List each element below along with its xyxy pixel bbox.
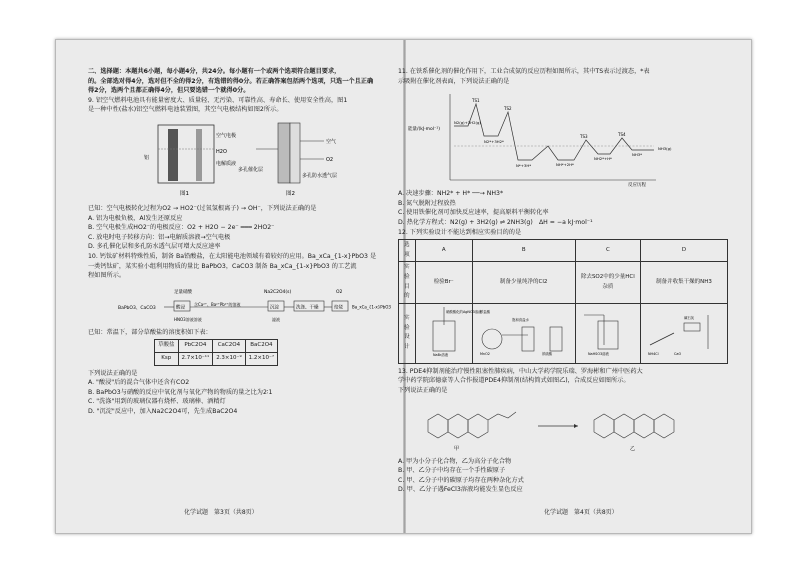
right-page: [398, 67, 728, 495]
q12-purpose-d: 制备并收集干燥的NH3: [640, 262, 727, 303]
fig1-label-air-electrode: 空气电极: [216, 132, 237, 139]
q13-option-a: A. 甲为小分子化合物，乙为高分子化合物: [398, 457, 512, 465]
q11-option-d: D. 热化学方程式：N2(g) + 3H2(g) ⇌ 2NH3(g) ΔH = −a kJ·mol⁻¹: [398, 218, 593, 226]
species-4: NH*+2H*: [556, 162, 574, 168]
q12-row-design: 实验设计: [399, 303, 416, 363]
q13-option-c: C. 甲、乙分子中的碳原子均存在两种杂化方式: [398, 476, 524, 484]
ksp-value-1: 2.7×10⁻¹¹: [178, 352, 213, 365]
q12-header-0: 选项: [399, 240, 416, 262]
fig2-caption: 图2: [286, 190, 295, 197]
flow-top-o2: O2: [336, 289, 343, 295]
q12-design-a: [415, 303, 482, 363]
species-5: NH2*+H*: [594, 156, 612, 162]
q12-stem: 12. 下列实验设计不能达到相应实验目的的是: [398, 228, 522, 236]
q12-header-b: B: [472, 240, 575, 262]
q10-stem-3: 程如图所示。: [88, 272, 126, 280]
flow-solution: 含Ca²⁺、Ba²⁺Pb²⁺的溶液: [194, 301, 241, 307]
label-agno3: 硝酸酸化的AgNO3溶液: [445, 309, 482, 314]
ksp-table: [154, 339, 278, 365]
fig2-label-catalyst-layer: 多孔催化层: [238, 166, 264, 173]
species-7: NH3(g): [658, 146, 672, 152]
fig1-caption: 图1: [180, 190, 189, 197]
q10-option-b: B. BaPbO3与硝酸的反应中氧化剂与氧化产物的物质的量之比为2∶1: [88, 388, 273, 396]
flow-top-oxalate: Na2C2O4(s): [264, 289, 292, 295]
flow-top-acid: 足量硝酸: [174, 289, 192, 295]
species-6: NH3*: [632, 152, 643, 158]
molecule-label-a: 甲: [454, 445, 460, 452]
species-1: N2(g)+3H2(g): [454, 120, 481, 126]
label-nabr: NaBr溶液: [432, 352, 448, 357]
flow-input: BaPbO3、CaCO3: [118, 305, 156, 311]
label-cao: CaO: [673, 351, 682, 356]
q11-energy-diagram: [398, 90, 728, 189]
q10-condition: 已知：常温下，部分草酸盐的溶度积如下表：: [88, 328, 212, 336]
ksp-value-2: 2.3×10⁻⁹: [213, 352, 245, 365]
battery-diagram: [88, 119, 388, 201]
label-soda-lime: 碱石灰: [683, 315, 695, 320]
q10-stem: 10. 钙钛矿材料特殊性质，制备 Ba铅酸盐，在太阳能电池领域有着较好的应用。Ba_xCa_{1-x}PbO3 是: [88, 252, 377, 260]
q13-stem-2: 学中药学院邱德豪等人合作报道PDE4抑制剂(结构简式如图乙)，合成反应如图所示。: [398, 377, 630, 385]
fig2-label-air: 空气: [326, 138, 337, 145]
ksp-row-label: Ksp: [155, 352, 179, 365]
q12-purpose-c: 除去SO2中的少量HCl杂质: [575, 262, 640, 303]
ksp-header-1: PbC2O4: [178, 340, 213, 353]
fig1-label-electrolyte: 电解质液: [216, 160, 237, 167]
q11-stem-2: 示吸附在催化剂表面，下列说法正确的是: [398, 77, 510, 85]
energy-axis-label: 能量/(kJ·mol⁻¹): [408, 127, 440, 133]
fig1-label-water: H2O: [216, 148, 227, 155]
q10-option-a: A. "酸浸"后的混合气体中还含有CO2: [88, 379, 190, 387]
q10-option-c: C. "洗涤"用到的玻璃仪器有烧杯、玻璃棒、酒精灯: [88, 398, 226, 406]
q9-option-c: C. 放电时电子转移方向：铝→电解质溶液→空气电极: [88, 233, 231, 241]
q12-header-c: C: [575, 240, 640, 262]
q10-ask: 下列说法正确的是: [88, 369, 138, 377]
q11-stem: 11. 在铁系催化剂的催化作用下，工业合成氨的反应历程如图所示，其中TS表示过渡态，*表: [398, 68, 650, 75]
q10-stem-2: 一类钙钛矿，某实验小组利用物质的量比 BaPbO3，CaCO3 制备 Ba_xCa_{1-x}PbO3 的工艺流: [88, 262, 357, 270]
label-brine: 饱和食盐水: [511, 317, 529, 322]
label-nahso3: NaHSO3溶液: [587, 351, 609, 356]
label-h2so4: 浓硫酸: [541, 351, 552, 356]
flow-precipitate: 沉淀: [270, 305, 279, 311]
left-page-footer: 化学试题 第3页（共8页）: [184, 509, 258, 516]
q9-stem-2: 是一种中性(盐水)铝空气燃料电池装置图，其空气电极结构如图2所示。: [88, 106, 283, 114]
q10-option-d: D. "沉淀"反应中，加入Na2C2O4可，先生成BaC2O4: [88, 407, 238, 415]
q13-option-d: D. 甲、乙分子遇FeCl3溶液均能发生显色反应: [398, 486, 523, 494]
q9-option-a: A. 铝为电极负极，Al发生还原反应: [88, 214, 183, 222]
ts1-label: TS1: [472, 98, 480, 104]
q12-purpose-b: 制备少量纯净的Cl2: [472, 262, 575, 303]
q13-reaction-scheme: [398, 400, 728, 454]
flow-product: Ba_xCa_{1-x}PbO3: [352, 304, 391, 310]
q11-option-b: B. 氮气脱附过程放热: [398, 199, 456, 207]
section-heading-line2: 的。全部选对得4分，选对但不全的得2分，有选错的得0分。若正确答案包括两个选项，只选一个且正确: [88, 77, 374, 85]
molecule-label-b: 乙: [630, 445, 636, 452]
scanned-exam-spread: [55, 39, 752, 534]
flow-bottom-filtrate: 滤液: [272, 316, 280, 322]
q11-option-a: A. 决速步骤：NH2* + H* ──→ NH3*: [398, 190, 504, 198]
q12-purpose-a: 检验Br⁻: [415, 262, 472, 303]
right-page-footer: 化学试题 第4页（共8页）: [544, 509, 618, 516]
flow-acid-leach: 酸浸: [176, 305, 185, 311]
section-heading: 二、选择题：本题共6小题，每小题4分，共24分。每小题有一个或两个选项符合题目要求，: [88, 68, 341, 75]
section-heading-line3: 得2分，选两个且都正确得4分，但只要选错一个就得0分。: [88, 87, 250, 95]
q9-figure: [88, 119, 388, 201]
ksp-header-2: CaC2O4: [213, 340, 245, 353]
species-2: N2*+3H2*: [484, 139, 504, 145]
q11-option-c: C. 使用铁催化剂可加快反应速率，提高原料平衡转化率: [398, 209, 549, 217]
flow-calcine: 焙烧: [334, 305, 343, 311]
q9-condition: 已知：空气电极转化过程为O2 → HO2⁻(过氧氢根离子) → OH⁻，下列说法正确的是: [88, 204, 317, 212]
label-nh4cl: NH4Cl: [647, 351, 659, 356]
ts2-label: TS2: [504, 106, 512, 112]
q9-option-d: D. 多孔催化层和多孔防水透气层可增大反应速率: [88, 243, 221, 251]
label-mno2: MnO2: [479, 351, 490, 356]
ksp-header-3: BaC2O4: [245, 340, 277, 353]
q13-option-b: B. 甲、乙分子中均存在一个手性碳原子: [398, 467, 506, 475]
q12-design-b: [472, 303, 575, 363]
reaction-axis-label: 反应历程: [628, 183, 646, 189]
flow-wash-dry: 洗涤、干燥: [296, 305, 319, 311]
fig1-label-aluminum: 铝: [144, 154, 150, 161]
q12-row-purpose: 实验目的: [399, 262, 416, 303]
species-3: N*+3H*: [516, 163, 532, 169]
fig2-label-o2: O2: [326, 156, 334, 163]
q12-design-c: [575, 303, 640, 363]
q12-design-d: [640, 303, 727, 363]
q13-stem-3: 下列说法正确的是: [398, 386, 448, 394]
q10-flowchart: [88, 285, 391, 325]
ts3-label: TS3: [580, 134, 588, 140]
ts4-label: TS4: [618, 132, 626, 138]
q12-header-a: A: [415, 240, 472, 262]
q9-option-b: B. 空气电极生成HO2⁻的电极反应：O2 + H2O − 2e⁻ ═══ 2HO2⁻: [88, 224, 275, 232]
q9-stem: 9. 铝空气燃料电池具有能量密度大、质量轻、无污染、可靠性高、寿命长、使用安全性高，图1: [88, 96, 348, 104]
label-hcl: 浓盐酸: [479, 309, 490, 314]
q12-table: [398, 239, 728, 364]
left-page: [88, 67, 391, 416]
fig2-label-waterproof-layer: 多孔防水透气层: [302, 172, 338, 179]
ksp-header-0: 草酸盐: [155, 340, 179, 353]
q13-stem: 13. PDE4抑制剂能治疗慢性阻塞性肺疾病，中山大学药学院乐瑞、罗海彬和广州中医药大: [398, 367, 643, 375]
ksp-value-3: 1.2×10⁻⁷: [245, 352, 277, 365]
flow-bottom-nitrate: HNO3溶液溶液: [174, 316, 202, 322]
q12-header-d: D: [640, 240, 727, 262]
